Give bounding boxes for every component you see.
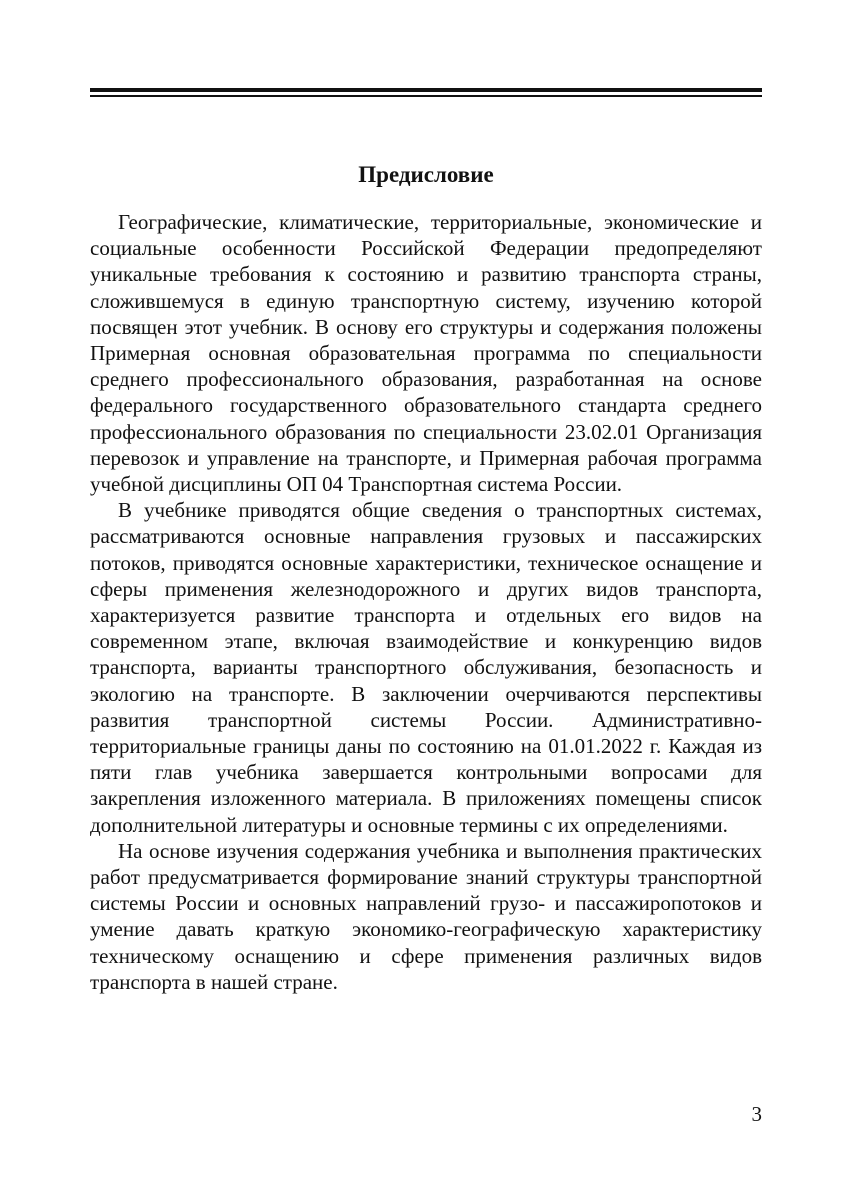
paragraph-2: В учебнике приводятся общие сведения о транспортных системах, рассматриваются основные направления грузовых и пассажирских потоков, приводятся основные характеристики, техническое оснащение и сферы применения железнодорожного и других видов транспорта, характеризуется развитие транспорта и отдельных его видов на современном этапе, включая взаимодействие и конкуренцию видов транспорта, варианты транспортного обслуживания, безопасность и экологию на транспорте. В заключении очерчиваются перспективы развития транспортной системы России. Административно-территориальные границы даны по состоянию на 01.01.2022 г. Каждая из пяти глав учебника завершается контрольными вопросами для закрепления изложенного материала. В приложениях помещены список дополнительной литературы и основные термины с их определениями. bbox=[90, 498, 762, 837]
header-rule-thick bbox=[90, 88, 762, 92]
header-rule-thin bbox=[90, 95, 762, 97]
paragraph-3: На основе изучения содержания учебника и выполнения практических работ предусматривается формирование знаний структуры транспортной системы России и основных направлений грузо- и пассажиропотоков и умение давать краткую экономико-географическую характеристику техническому оснащению и сфере применения различных видов транспорта в нашей стране. bbox=[90, 838, 762, 994]
page-number: 3 bbox=[751, 1102, 762, 1126]
paragraph-1: Географические, климатические, территориальные, экономические и социальные особенности Российской Федерации предопределяют уникальные требования к состоянию и развитию транспорта страны, сложившемуся в единую транспортную систему, изучению которой посвящен этот учебник. В основу его структуры и содержания положены Примерная основная образовательная программа по специальности среднего профессионального образования, разработанная на основе федерального государственного образовательного стандарта среднего профессионального образования по специальности 23.02.01 Организация перевозок и управление на транспорте, и Примерная рабочая программа учебной дисциплины ОП 04 Транспортная система России. bbox=[90, 210, 762, 497]
preface-body bbox=[90, 209, 762, 995]
page-title: Предисловие bbox=[358, 162, 494, 187]
